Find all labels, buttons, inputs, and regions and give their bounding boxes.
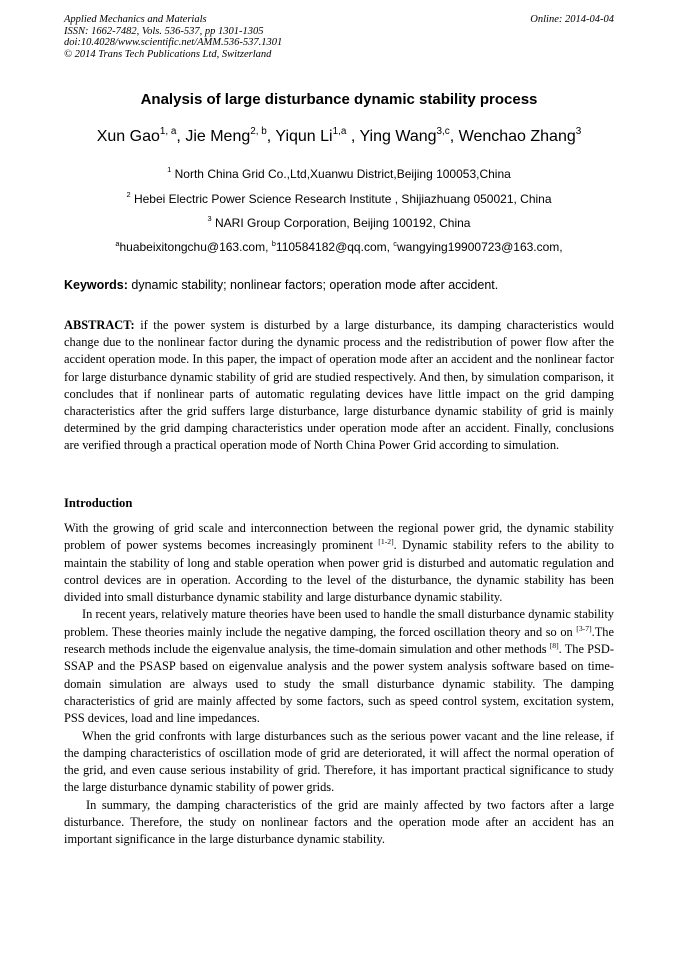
online-date: Online: 2014-04-04 <box>530 14 614 25</box>
keywords-label: Keywords: <box>64 278 128 292</box>
email-address[interactable]: huabeixitongchu@163.com, <box>119 240 272 254</box>
paragraph <box>64 606 614 727</box>
citation: [1-2] <box>378 537 394 547</box>
issn-line: ISSN: 1662-7482, Vols. 536-537, pp 1301-1305 <box>64 25 264 37</box>
keywords <box>64 278 498 292</box>
email-mark: a <box>115 239 120 248</box>
affiliation-number: 3 <box>207 214 212 224</box>
abstract <box>64 317 614 455</box>
affiliation-1 <box>0 167 678 181</box>
author-affiliation-mark: 2, b <box>250 125 267 137</box>
author-name: Xun Gao <box>96 128 160 145</box>
email-mark: c <box>393 239 397 248</box>
citation: [3-7] <box>576 623 592 633</box>
affiliation-number: 1 <box>167 165 172 175</box>
affiliation-number: 2 <box>126 190 131 200</box>
author-affiliation-mark: 1, a <box>159 125 177 137</box>
paragraph-text: In recent years, relatively mature theories have been used to handle the small disturbance dynamic stability problem. These theories mainly include the negative damping, the forced oscillation theory and so on <box>64 607 614 639</box>
author-list: Xun Gao$^{1, a}$, Jie Meng$^{2, b}$, Yiqun Li$^{1,a}$ , Ying Wang$^{3,c}$, Wenchao Zhang$^3$ <box>96 125 582 145</box>
abstract-text: if the power system is disturbed by a large disturbance, its damping characteristics would change due to the nonlinear factor during the dynamic process and the redistribution of power flow after the accident operation mode. In this paper, the impact of operation mode after an accident and the nonlinear factor for large disturbance dynamic stability of grid are studied respectively. And then, by simulation comparison, it concludes that if nonlinear parts of automatic regulating devices have little impact on the grid damping characteristics after the grid suffers large disturbance, large disturbance dynamic stability of grid is mainly determined by the grid damping characteristics under operation mode after an accident. Finally, conclusions are verified through a practical operation mode of North China Power Grid according to simulation. <box>64 318 614 453</box>
author-name: Yiqun Li <box>275 128 333 145</box>
email-address[interactable]: wangying19900723@163.com, <box>397 240 563 254</box>
author-name: Ying Wang <box>359 128 437 145</box>
journal-name: Applied Mechanics and Materials <box>64 14 207 25</box>
author-name: Jie Meng <box>185 128 251 145</box>
author-affiliation-mark: 1,a <box>332 125 347 137</box>
keywords-text: dynamic stability; nonlinear factors; operation mode after accident. <box>127 278 499 292</box>
doi-line: doi:10.4028/www.scientific.net/AMM.536-537.1301 <box>64 37 283 49</box>
affiliation-3 <box>0 216 678 230</box>
author-name: Wenchao Zhang <box>458 128 576 145</box>
paragraph <box>64 520 614 606</box>
affiliation-2 <box>0 192 678 206</box>
introduction-body <box>64 520 614 849</box>
affiliation-text: NARI Group Corporation, Beijing 100192, China <box>215 216 471 230</box>
paper-title: Analysis of large disturbance dynamic stability process <box>140 91 538 108</box>
abstract-label: ABSTRACT: <box>64 318 135 332</box>
paragraph: In summary, the damping characteristics of the grid are mainly affected by two factors after a large disturbance. Therefore, the study on nonlinear factors and the operation mode after an accident has an important significance in the large disturbance dynamic stability. <box>64 797 614 847</box>
paragraph-text: With the growing of grid scale and interconnection between the regional power grid, the dynamic stability problem of power systems becomes increasingly prominent <box>64 521 614 553</box>
email-address[interactable]: 110584182@qq.com, <box>275 240 394 254</box>
paragraph-text: .The research methods include the eigenvalue analysis, the time-domain simulation and other methods <box>64 624 614 657</box>
email-list <box>0 240 678 254</box>
email-mark: b <box>271 239 276 248</box>
citation: [8] <box>549 640 559 650</box>
paragraph-text: . Dynamic stability refers to the ability to maintain the stability of long and stable operation when power grid is disturbed and automatic regulation and control devices are in operation. According to the level of the disturbance, the dynamic stability has been divided into small disturbance dynamic stability and large disturbance dynamic stability. <box>64 538 614 605</box>
section-heading-introduction: Introduction <box>64 496 133 510</box>
copyright-line: © 2014 Trans Tech Publications Ltd, Switzerland <box>64 48 272 60</box>
paragraph-text: . The PSD-SSAP and the PSASP based on eigenvalue analysis and the power system analysis software based on time-domain simulation are always used to study the small disturbance dynamic stability. The damping characteristics of grid are mainly affected by some factors, such as speed control system, excitation system, PSS devices, load and line impedances. <box>64 642 614 726</box>
author-affiliation-mark: 3,c <box>436 125 450 137</box>
affiliation-text: North China Grid Co.,Ltd,Xuanwu District,Beijing 100053,China <box>174 167 511 181</box>
author-affiliation-mark: 3 <box>575 125 582 137</box>
journal-metadata <box>64 14 282 60</box>
affiliation-text: Hebei Electric Power Science Research Institute , Shijiazhuang 050021, China <box>133 192 552 206</box>
paragraph: When the grid confronts with large disturbances such as the serious power vacant and the line release, if the damping characteristics of oscillation mode of grid are deteriorated, it will affect the normal operation of the grid, and even cause serious instability of grid. Therefore, it has important practical significance to study the large disturbance dynamic stability of power grids. <box>64 728 614 795</box>
